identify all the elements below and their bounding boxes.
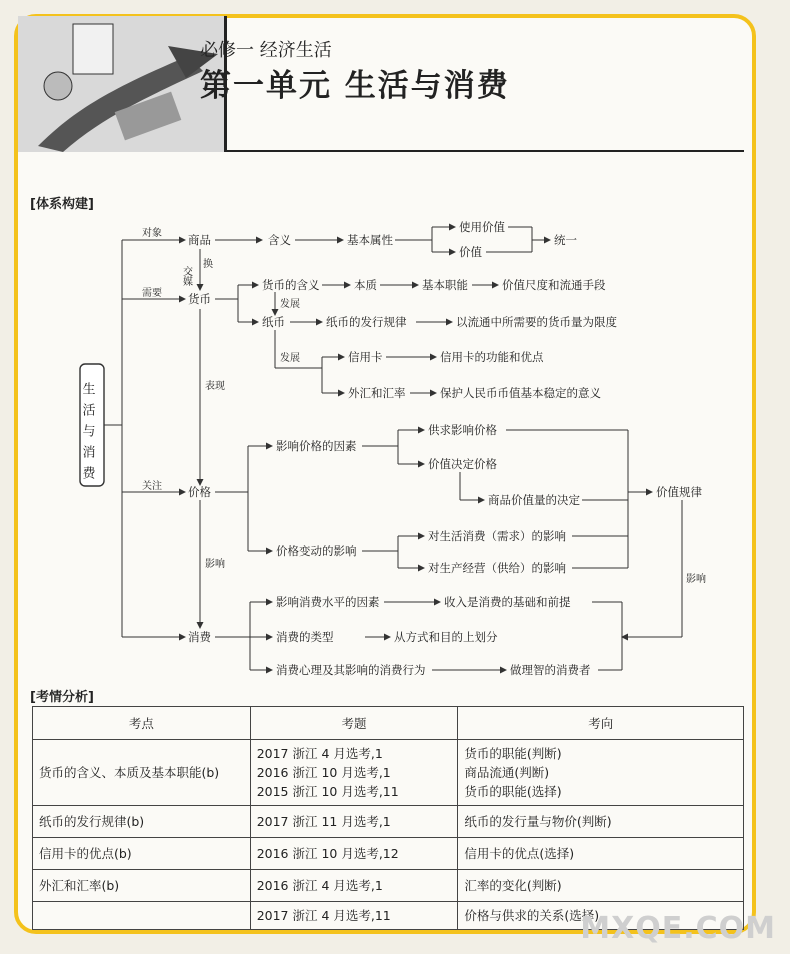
node-jibenshuxing: 基本属性 (347, 233, 393, 247)
point-cell: 纸币的发行规律(b) (33, 806, 251, 838)
edge-label-guanzhu: 关注 (142, 481, 162, 492)
node-tongyi: 统一 (554, 233, 577, 247)
edge-label-yingxiang1: 影响 (205, 559, 225, 570)
node-leixing: 消费的类型 (276, 630, 334, 644)
table-row (33, 740, 744, 806)
node-xinyongka: 信用卡 (348, 350, 383, 364)
edge-label-duixiang: 对象 (142, 228, 162, 239)
node-baohu: 保护人民币币值基本稳定的意义 (440, 386, 601, 400)
node-benzhi: 本质 (354, 278, 377, 292)
question-line: 2016 浙江 10 月选考,1 (256, 765, 391, 780)
edge-label-huan: 换 (200, 258, 212, 268)
question-cell: 2016 浙江 10 月选考,12 (250, 838, 458, 870)
node-zhibi: 纸币 (262, 315, 285, 329)
question-line: 2017 浙江 4 月选考,1 (256, 746, 383, 761)
direction-line: 货币的职能(判断) (464, 746, 562, 761)
point-cell: 外汇和汇率(b) (33, 870, 251, 902)
node-jiazhijueding: 价值决定价格 (428, 457, 497, 471)
site-watermark: MXQE.COM (580, 911, 776, 946)
node-jiagebiandong: 价格变动的影响 (276, 544, 357, 558)
node-waihui: 外汇和汇率 (348, 386, 406, 400)
node-faxingguilv: 纸币的发行规律 (326, 315, 407, 329)
edge-label-yingxiang2: 影响 (686, 574, 706, 585)
edge-label-biaoxian: 表现 (205, 381, 225, 392)
column-header: 考向 (458, 707, 744, 740)
node-xiaofeishuiping: 影响消费水平的因素 (276, 595, 380, 609)
node-shangpin: 商品 (188, 233, 211, 247)
point-cell: 信用卡的优点(b) (33, 838, 251, 870)
point-cell: 货币的含义、本质及基本职能(b) (33, 740, 251, 806)
direction-line: 商品流通(判断) (464, 765, 550, 780)
node-xinyongkagongneng: 信用卡的功能和优点 (440, 350, 544, 364)
node-yingxiangjiage: 影响价格的因素 (276, 439, 357, 453)
node-huobidehanyi: 货币的含义 (262, 278, 320, 292)
root-node: 生活与消费 (79, 382, 95, 487)
node-huobi: 货币 (188, 292, 211, 306)
book-subtitle: 必修一 经济生活 (200, 40, 332, 61)
edge-label-jiaomei: 交媒 (180, 266, 192, 286)
table-row (33, 870, 744, 902)
node-shouru: 收入是消费的基础和前提 (444, 595, 571, 609)
table-row (33, 806, 744, 838)
column-header: 考点 (33, 707, 251, 740)
node-jiazhichidu: 价值尺度和流通手段 (502, 278, 606, 292)
direction-cell (458, 740, 744, 806)
node-lizhi: 做理智的消费者 (510, 663, 591, 677)
edge-label-xuyao: 需要 (142, 288, 162, 299)
node-shiyongjiazhi: 使用价值 (459, 220, 505, 234)
node-xinli: 消费心理及其影响的消费行为 (276, 663, 426, 677)
node-jiazhiguilv: 价值规律 (656, 485, 702, 499)
direction-cell: 纸币的发行量与物价(判断) (458, 806, 744, 838)
unit-title: 第一单元 生活与消费 (200, 68, 510, 104)
question-line: 2015 浙江 10 月选考,11 (256, 784, 399, 799)
point-cell (33, 902, 251, 930)
node-jiazhiliang: 商品价值量的决定 (488, 493, 580, 507)
exam-analysis-table (32, 706, 744, 930)
edge-label-fazhan1: 发展 (280, 299, 300, 310)
section-framework: [体系构建] (30, 197, 94, 212)
edge-label-fazhan2: 发展 (280, 353, 300, 364)
question-cell: 2016 浙江 4 月选考,1 (250, 870, 458, 902)
node-jiazhi: 价值 (459, 245, 482, 259)
direction-cell: 汇率的变化(判断) (458, 870, 744, 902)
question-cell: 2017 浙江 11 月选考,1 (250, 806, 458, 838)
question-cell: 2017 浙江 4 月选考,11 (250, 902, 458, 930)
node-hanyi: 含义 (268, 233, 291, 247)
node-faxingliang: 以流通中所需要的货币量为限度 (456, 315, 617, 329)
direction-cell: 信用卡的优点(选择) (458, 838, 744, 870)
node-shengchanjingying: 对生产经营（供给）的影响 (428, 561, 566, 575)
node-gongqiu: 供求影响价格 (428, 423, 497, 437)
table-row (33, 838, 744, 870)
question-cell (250, 740, 458, 806)
node-jiage: 价格 (188, 485, 211, 499)
direction-cell: 价格与供求的关系(选择) (458, 902, 744, 930)
node-shenghuoxiaofei: 对生活消费（需求）的影响 (428, 529, 566, 543)
node-jibenzhineng: 基本职能 (422, 278, 468, 292)
table-header-row (33, 707, 744, 740)
node-xiaofei: 消费 (188, 630, 211, 644)
direction-line: 货币的职能(选择) (464, 784, 562, 799)
section-analysis: [考情分析] (30, 690, 94, 705)
node-fangshi: 从方式和目的上划分 (394, 630, 498, 644)
column-header: 考题 (250, 707, 458, 740)
